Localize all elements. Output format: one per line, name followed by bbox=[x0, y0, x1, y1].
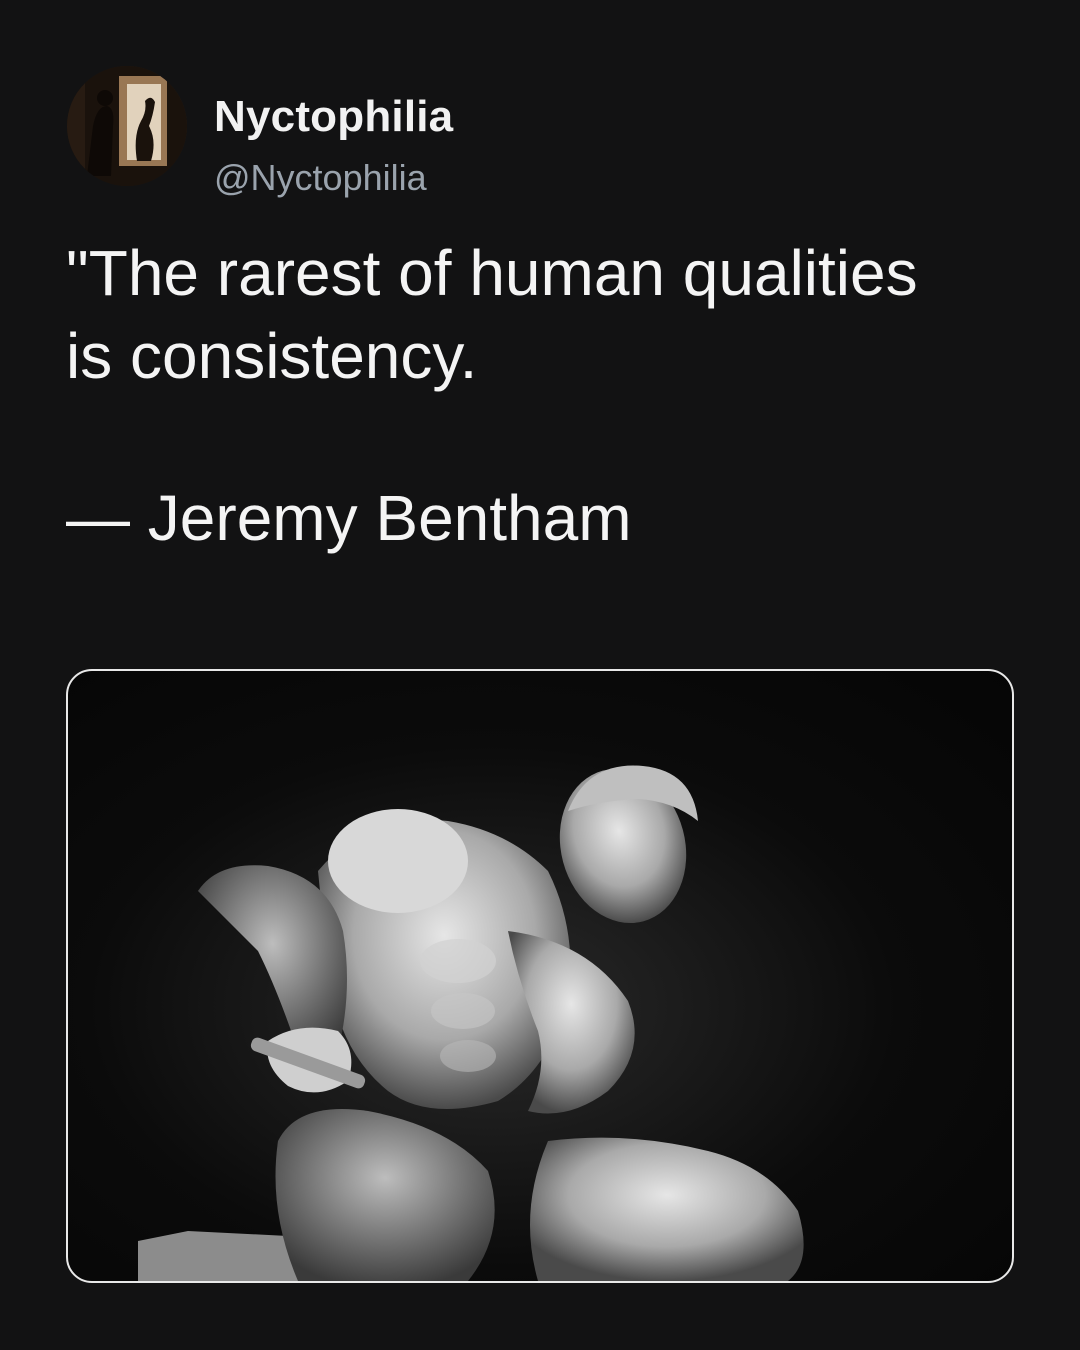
quote-line: "The rarest of human qualities bbox=[66, 237, 918, 309]
author-avatar[interactable] bbox=[67, 66, 187, 186]
quote-line: is consistency. bbox=[66, 320, 478, 392]
quote-text bbox=[66, 232, 1026, 398]
post-image[interactable] bbox=[66, 669, 1014, 1283]
author-display-name[interactable]: Nyctophilia bbox=[214, 92, 454, 141]
statue-illustration bbox=[68, 671, 1012, 1281]
quote-attribution: — Jeremy Bentham bbox=[66, 482, 632, 554]
author-handle[interactable]: @Nyctophilia bbox=[214, 157, 427, 198]
